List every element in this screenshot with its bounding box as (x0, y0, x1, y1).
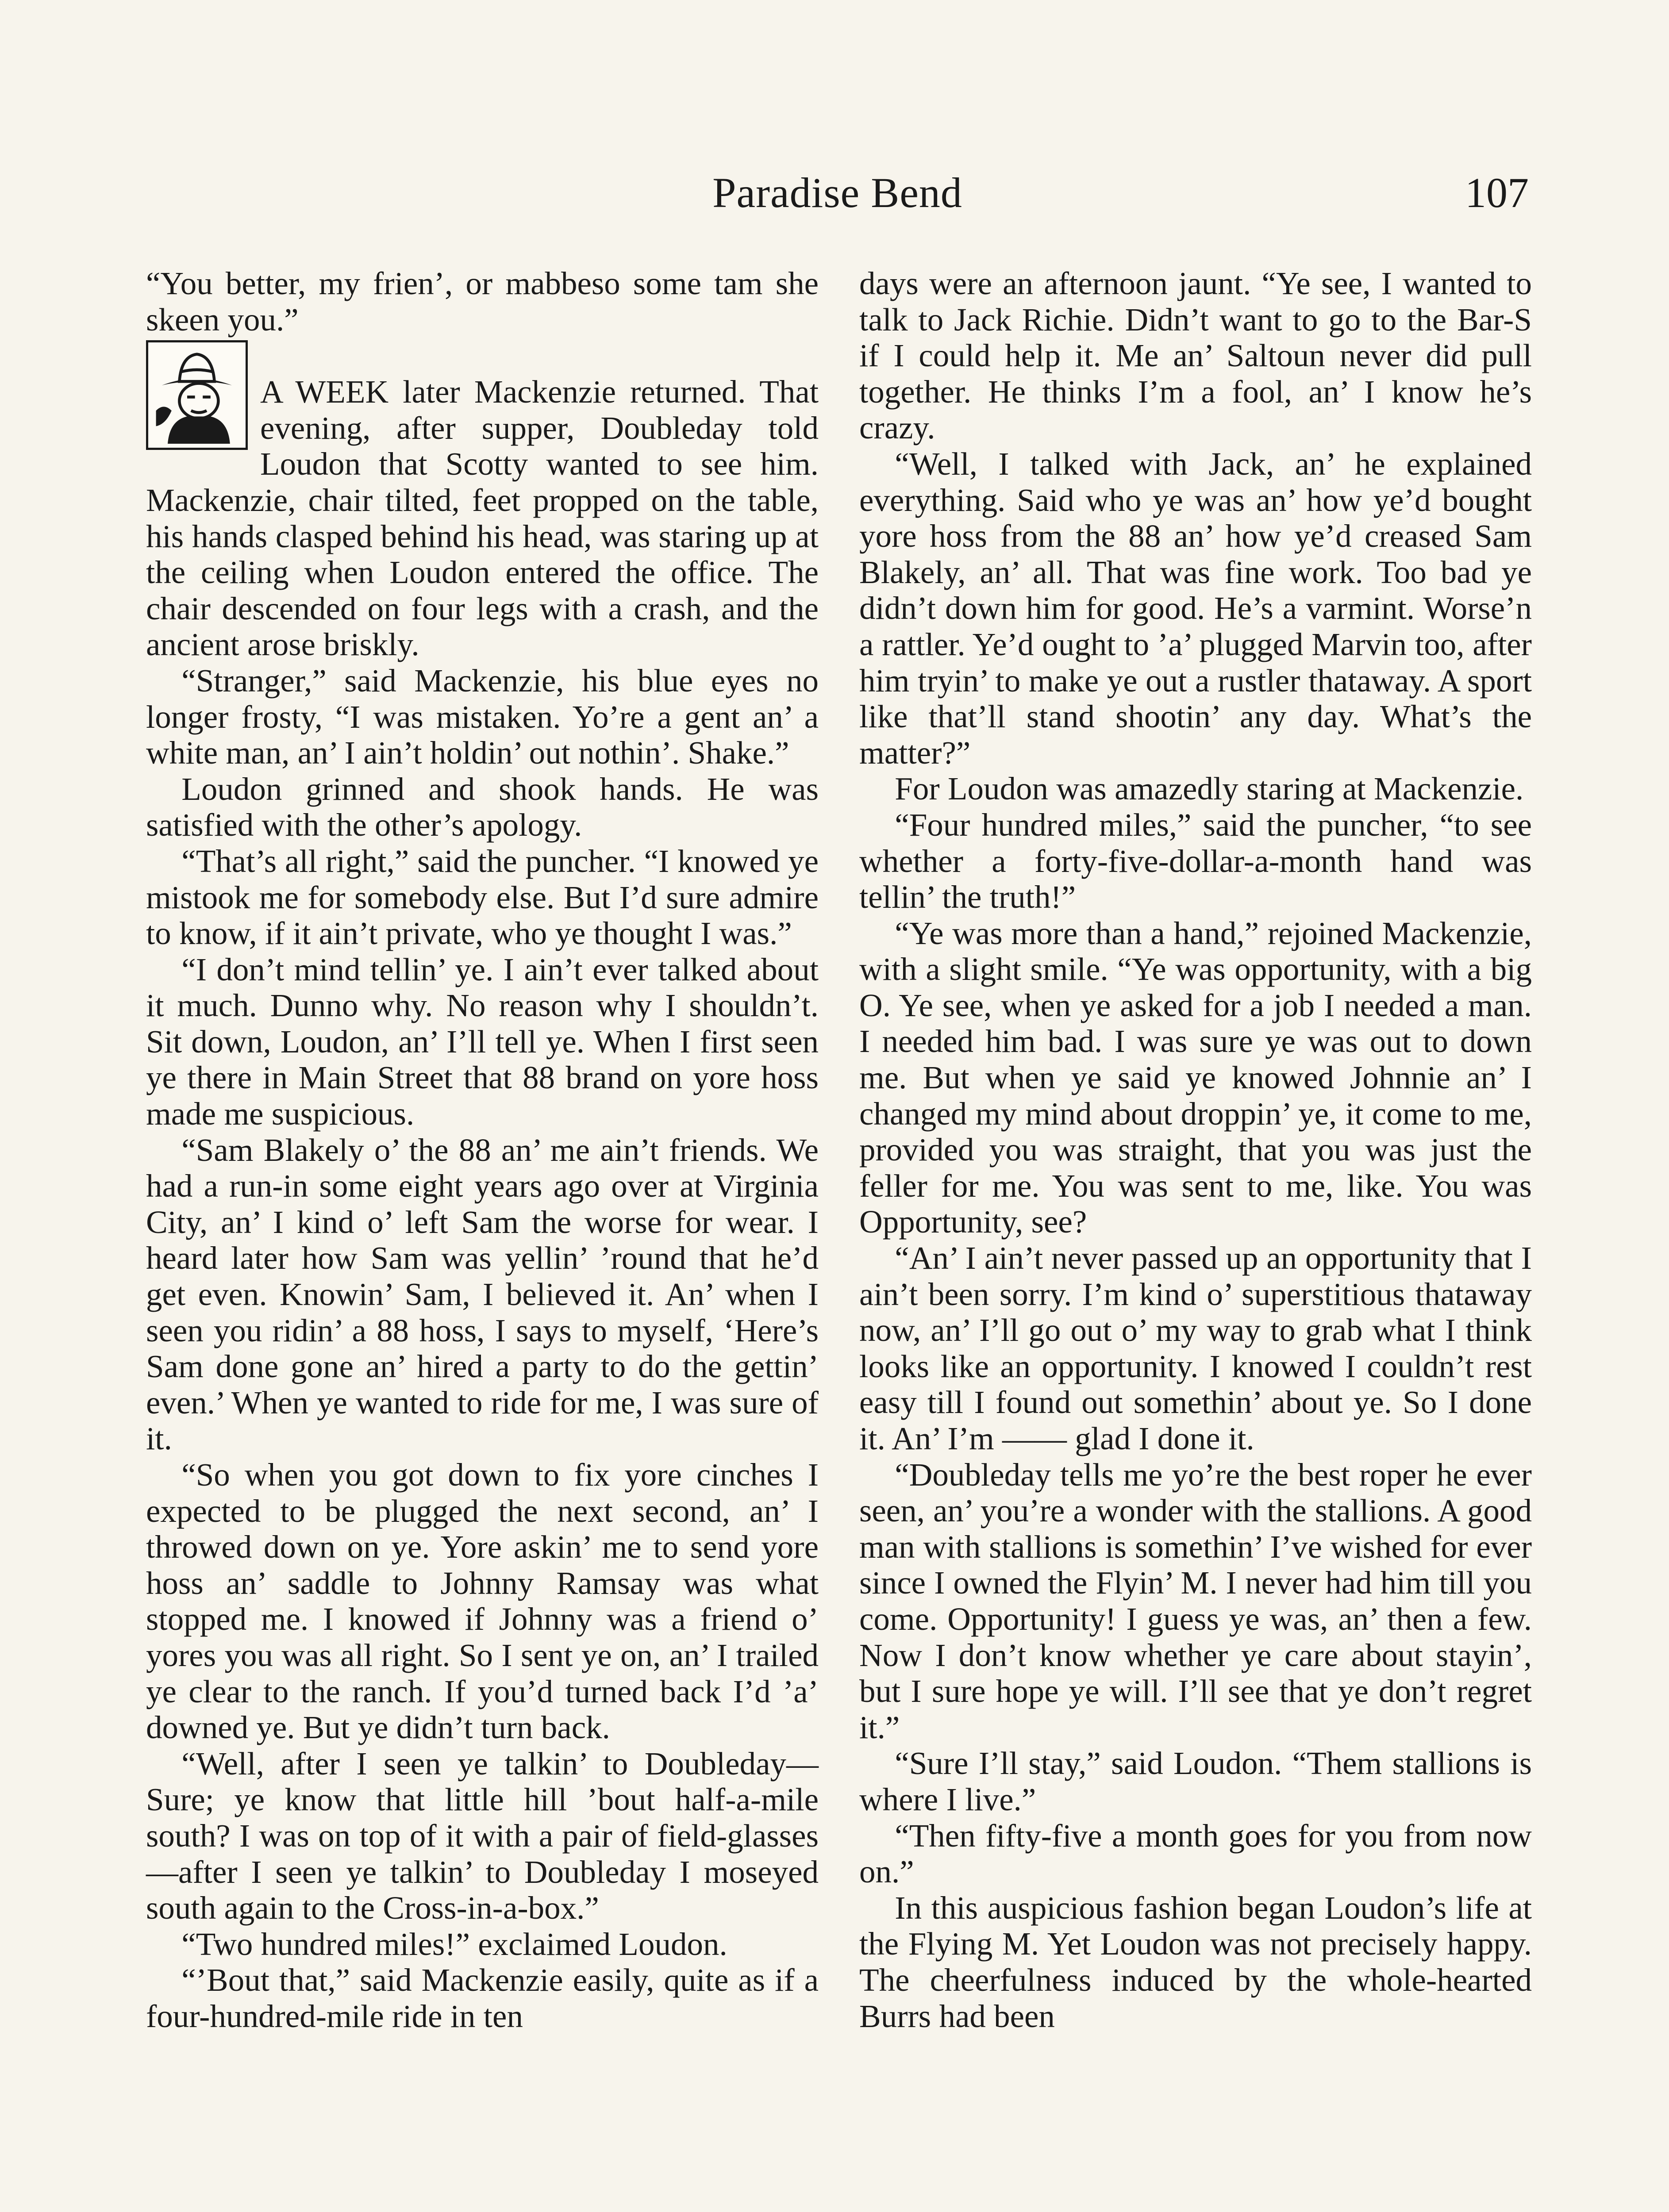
paragraph: “Well, after I seen ye talkin’ to Doubleday— Sure; ye know that little hill ’bout half-a-mile south? I was on top of it with a pair of field-glasses—after I seen ye talkin’ to Doubleday I moseyed south again to the Cross-in-a-box.” (146, 1745, 819, 1926)
paragraph: “Stranger,” said Mackenzie, his blue eyes no longer frosty, “I was mistaken. Yo’re a gent an’ a white man, an’ I ain’t holdin’ out nothin’. Shake.” (146, 662, 819, 771)
paragraph: A WEEK later Mackenzie returned. That evening, after supper, Doubleday told Loudon that Scotty wanted to see him. Mackenzie, chair tilted, feet propped on the table, his hands clasped behind his head, was staring up at the ceiling when Loudon entered the office. The chair descended on four legs with a crash, and the ancient arose briskly. (146, 374, 819, 663)
paragraph: “Doubleday tells me yo’re the best roper he ever seen, an’ you’re a wonder with the stallions. A good man with stallions is somethin’ I’ve wished for ever since I owned the Flyin’ M. I never had him till you come. Opportunity! I guess ye was, an’ then a few. Now I don’t know whether ye care about stayin’, but I sure hope ye will. I’ll see that ye don’t regret it.” (859, 1456, 1532, 1745)
left-column (146, 265, 819, 2035)
paragraph: “Four hundred miles,” said the puncher, “to see whether a forty-five-dollar-a-month hand was tellin’ the truth!” (859, 806, 1532, 915)
paragraph: “Sure I’ll stay,” said Loudon. “Them stallions is where I live.” (859, 1745, 1532, 1817)
page-number: 107 (1465, 169, 1529, 216)
paragraph: “’Bout that,” said Mackenzie easily, quite as if a four-hundred-mile ride in ten (146, 1962, 819, 2034)
cowboy-vignette-icon (146, 340, 248, 450)
running-head (146, 168, 1529, 221)
paragraph: For Loudon was amazedly staring at Mackenzie. (895, 771, 1524, 807)
paragraph: “Ye was more than a hand,” rejoined Mackenzie, with a slight smile. “Ye was opportunity, with a big O. Ye see, when ye asked for a job I needed a man. I needed him bad. I was sure ye was out to down me. But when ye said ye knowed Johnnie an’ I changed my mind about droppin’ ye, it come to me, provided you was straight, that you was just the feller for me. You was sent to me, like. You was Opportunity, see? (859, 915, 1532, 1240)
paragraph: “An’ I ain’t never passed up an opportunity that I ain’t been sorry. I’m kind o’ superstitious thataway now, an’ I’ll go out o’ my way to grab what I think looks like an opportunity. I knowed I couldn’t rest easy till I found out somethin’ about ye. So I done it. An’ I’m —— glad I done it. (859, 1240, 1532, 1456)
paragraph: “Then fifty-five a month goes for you from now on.” (859, 1817, 1532, 1890)
paragraph: “That’s all right,” said the puncher. “I knowed ye mistook me for somebody else. But I’d sure admire to know, if it ain’t private, who ye thought I was.” (146, 843, 819, 952)
paragraph: “You better, my frien’, or mabbeso some tam she skeen you.” (146, 265, 819, 338)
right-column (859, 265, 1532, 2034)
paragraph: “Two hundred miles!” exclaimed Loudon. (181, 1926, 727, 1962)
paragraph: days were an afternoon jaunt. “Ye see, I wanted to talk to Jack Richie. Didn’t want to go to the Bar-S if I could help it. Me an’ Saltoun never did pull together. He thinks I’m a fool, an’ I know he’s crazy. (859, 265, 1532, 446)
running-title: Paradise Bend (712, 169, 962, 216)
paragraph: Loudon grinned and shook hands. He was satisfied with the other’s apology. (146, 771, 819, 843)
paragraph: “Sam Blakely o’ the 88 an’ me ain’t friends. We had a run-in some eight years ago over at Virginia City, an’ I kind o’ left Sam the worse for wear. I heard later how Sam was yellin’ ’round that he’d get even. Knowin’ Sam, I believed it. An’ when I seen you ridin’ a 88 hoss, I says to myself, ‘Here’s Sam done gone an’ hired a party to do the gettin’ even.’ When ye wanted to ride for me, I was sure of it. (146, 1132, 819, 1457)
paragraph: “So when you got down to fix yore cinches I expected to be plugged the next second, an’ I throwed down on ye. Yore askin’ me to send yore hoss an’ saddle to Johnny Ramsay was what stopped me. I knowed if Johnny was a friend o’ yores you was all right. So I sent ye on, an’ I trailed ye clear to the ranch. If you’d turned back I’d ’a’ downed ye. But ye didn’t turn back. (146, 1457, 819, 1746)
paragraph: “Well, I talked with Jack, an’ he explained everything. Said who ye was an’ how ye’d bought yore hoss from the 88 an’ how ye’d creased Sam Blakely, an’ all. That was fine work. Too bad ye didn’t down him for good. He’s a varmint. Worse’n a rattler. Ye’d ought to ’a’ plugged Marvin too, after him tryin’ to make ye out a rustler thataway. A sport like that’ll stand shootin’ any day. What’s the matter?” (859, 445, 1532, 771)
paragraph: In this auspicious fashion began Loudon’s life at the Flying M. Yet Loudon was not precisely happy. The cheerfulness induced by the whole-hearted Burrs had been (859, 1889, 1532, 2034)
paragraph: “I don’t mind tellin’ ye. I ain’t ever talked about it much. Dunno why. No reason why I shouldn’t. Sit down, Loudon, an’ I’ll tell ye. When I first seen ye there in Main Street that 88 brand on yore hoss made me suspicious. (146, 951, 819, 1132)
